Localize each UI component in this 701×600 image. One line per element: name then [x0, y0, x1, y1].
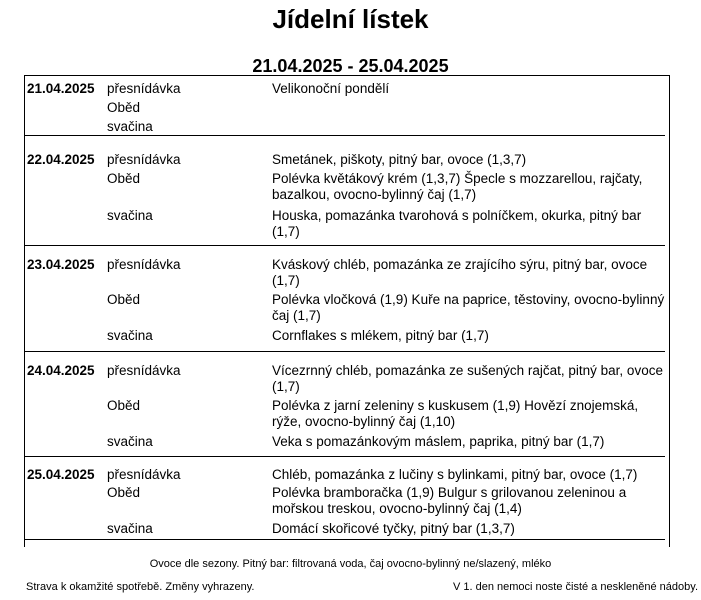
meal-name: Oběd [107, 292, 141, 307]
day-date: 25.04.2025 [27, 467, 95, 482]
meal-name: svačina [107, 328, 153, 343]
date-range: 21.04.2025 - 25.04.2025 [252, 56, 449, 76]
day-block [25, 75, 669, 135]
page-title: Jídelní lístek [272, 4, 429, 34]
meal-name: přesnídávka [107, 152, 181, 167]
meal-name: Oběd [107, 398, 141, 413]
meal-desc: Cornflakes s mlékem, pitný bar (1,7) [272, 328, 489, 343]
day-block [25, 146, 669, 241]
day-block [25, 357, 669, 452]
meal-desc: Polévka bramboračka (1,9) Bulgur s grilovanou zeleninou a mořskou treskou, ovocno-bylinný čaj (1,4) [272, 485, 627, 516]
day-block [25, 461, 669, 541]
meal-desc: Velikonoční pondělí [272, 81, 390, 96]
row-separator [25, 351, 665, 352]
day-date: 23.04.2025 [27, 257, 95, 272]
menu-table [24, 75, 670, 547]
meal-name: přesnídávka [107, 467, 181, 482]
day-date: 22.04.2025 [27, 152, 95, 167]
meal-desc: Kváskový chléb, pomazánka ze zrajícího sýru, pitný bar, ovoce (1,7) [272, 257, 648, 288]
row-separator [25, 539, 665, 540]
meal-desc: Polévka z jarní zeleniny s kuskusem (1,9) Hovězí znojemská, rýže, ovocno-bylinný čaj (1,10) [272, 398, 639, 429]
meal-name: Oběd [107, 485, 141, 500]
meal-name: přesnídávka [107, 81, 181, 96]
meal-desc: Polévka květákový krém (1,3,7) Špecle s mozzarellou, rajčaty, bazalkou, ovocno-bylinný čaj (1,7) [272, 171, 643, 202]
footnote-left: Strava k okamžité spotřebě. Změny vyhrazeny. [26, 581, 255, 593]
meal-desc: Chléb, pomazánka z lučiny s bylinkami, pitný bar, ovoce (1,7) [272, 467, 638, 482]
row-separator [25, 245, 665, 246]
row-separator [25, 456, 665, 457]
meal-name: Oběd [107, 171, 141, 186]
footnote-right: V 1. den nemoci noste čisté a neskleněné nádoby. [452, 581, 698, 593]
meal-name: přesnídávka [107, 257, 181, 272]
meal-name: svačina [107, 521, 153, 536]
meal-desc: Vícezrnný chléb, pomazánka ze sušených rajčat, pitný bar, ovoce (1,7) [272, 363, 663, 394]
row-separator [25, 135, 665, 136]
meal-desc: Smetánek, piškoty, pitný bar, ovoce (1,3,7) [272, 152, 527, 167]
day-block [25, 251, 669, 346]
footnote-center: Ovoce dle sezony. Pitný bar: filtrovaná voda, čaj ovocno-bylinný ne/slazený, mléko [149, 558, 552, 570]
meal-desc: Houska, pomazánka tvarohová s polníčkem, okurka, pitný bar (1,7) [272, 208, 642, 239]
day-date: 21.04.2025 [27, 81, 95, 96]
meal-name: svačina [107, 434, 153, 449]
meal-desc: Polévka vločková (1,9) Kuře na paprice, těstoviny, ovocno-bylinný čaj (1,7) [272, 292, 665, 323]
meal-name: Oběd [107, 100, 141, 115]
meal-desc: Veka s pomazánkovým máslem, paprika, pitný bar (1,7) [272, 434, 605, 449]
day-date: 24.04.2025 [27, 363, 95, 378]
meal-desc: Domácí skořicové tyčky, pitný bar (1,3,7) [272, 521, 515, 536]
meal-name: svačina [107, 119, 153, 134]
meal-name: přesnídávka [107, 363, 181, 378]
meal-name: svačina [107, 208, 153, 223]
